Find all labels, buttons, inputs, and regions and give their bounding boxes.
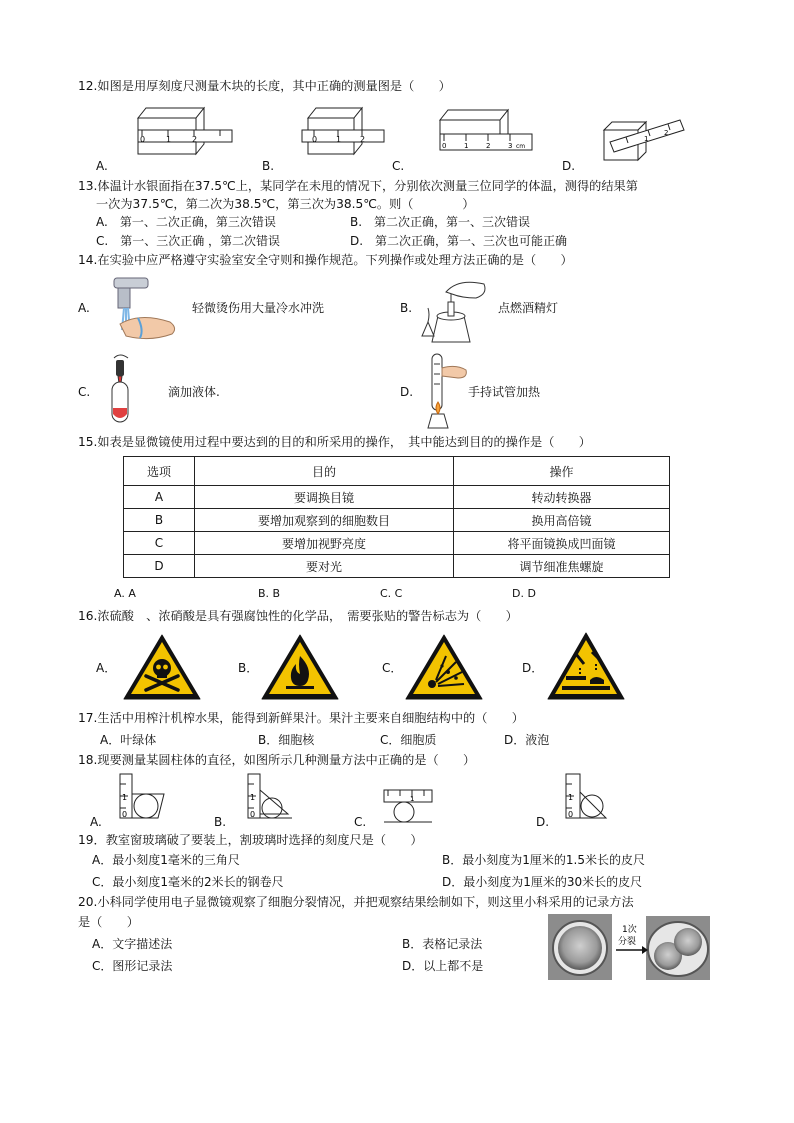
q12-stem: 12.如图是用厚刻度尺测量木块的长度，其中正确的测量图是（ ） — [78, 79, 451, 93]
q14-label-a: A. — [78, 301, 90, 315]
q19-option-b: B．最小刻度为1厘米的1.5米长的皮尺 — [442, 853, 645, 867]
q20-stem-line2: 是（ ） — [78, 915, 139, 929]
tick-unit: cm — [516, 143, 526, 150]
q20-stem-line1: 20.小科同学使用电子显微镜观察了细胞分裂情况，并把观察结果绘制如下，则这里小科采用的记录方法 — [78, 895, 634, 909]
q20-option-c: C．图形记录法 — [92, 959, 173, 973]
table-cell: 换用高倍镜 — [454, 509, 670, 532]
tick-label: 2 — [486, 142, 491, 150]
svg-text:0: 0 — [250, 810, 256, 819]
table-row — [124, 509, 670, 532]
q18-figure-a-cylinder-ruler — [114, 772, 170, 822]
table-cell: 将平面镜换成凹面镜 — [454, 532, 670, 555]
q16-label-a: A． — [96, 661, 117, 675]
table-header-cell: 选项 — [124, 457, 195, 486]
tick-label: 1 — [336, 135, 342, 144]
q20-option-d: D．以上都不是 — [402, 959, 484, 973]
q19-stem: 19．教室窗玻璃破了要装上，割玻璃时选择的刻度尺是（ ） — [78, 833, 423, 847]
hand-test-tube-heating-icon — [418, 350, 474, 430]
tick-label: 0 — [442, 142, 447, 150]
table-row — [124, 555, 670, 578]
q15-table — [123, 456, 670, 578]
q17-option-d: D．液泡 — [504, 733, 550, 747]
faucet-hand-icon — [100, 272, 186, 348]
q18-label-d: D. — [536, 815, 550, 829]
table-cell: 要调换目镜 — [195, 486, 454, 509]
tick-label: 2 — [360, 135, 366, 144]
q19-option-d: D．最小刻度为1厘米的30米长的皮尺 — [442, 875, 643, 889]
q14-text-c: 滴加液体. — [168, 385, 220, 399]
q16-label-d: D． — [522, 661, 544, 675]
svg-text:0: 0 — [122, 810, 128, 819]
q15-answer-d: D. D — [512, 587, 536, 600]
svg-text:1: 1 — [250, 793, 256, 802]
q15-stem: 15.如表是显微镜使用过程中要达到的目的和所采用的操作， 其中能达到目的的操作是（ ） — [78, 435, 591, 449]
tick-label: 1 — [644, 135, 649, 143]
q14-text-a: 轻微烫伤用大量冷水冲洗 — [192, 301, 325, 315]
svg-text:1: 1 — [410, 795, 415, 803]
svg-text:0: 0 — [568, 810, 574, 819]
q13-option-a: A. 第一、二次正确，第三次错误 — [96, 215, 276, 229]
q14-label-b: B. — [400, 301, 413, 315]
q18-label-b: B. — [214, 815, 227, 829]
tick-label: 2 — [192, 135, 198, 144]
q20-option-b: B．表格记录法 — [402, 937, 483, 951]
q13-stem-line2: 一次为37.5℃，第二次为38.5℃，第三次为38.5℃。则（ ） — [96, 197, 475, 211]
q13-option-c: C. 第一、三次正确 ，第二次错误 — [96, 234, 281, 248]
q14-stem: 14.在实验中应严格遵守实验室安全守则和操作规范。下列操作或处理方法正确的是（ ） — [78, 253, 573, 267]
table-cell: B — [124, 509, 195, 532]
q12-figure-b-ruler-measure — [298, 100, 388, 160]
table-header-cell: 操作 — [454, 457, 670, 486]
q17-option-c: C．细胞质 — [380, 733, 437, 747]
explosive-icon — [404, 632, 484, 702]
q14-text-b: 点燃酒精灯 — [498, 301, 559, 315]
q19-option-a: A．最小刻度1毫米的三角尺 — [92, 853, 240, 867]
table-cell: 要增加视野亮度 — [195, 532, 454, 555]
q17-option-b: B．细胞核 — [258, 733, 315, 747]
q12-label-d: D. — [562, 159, 576, 173]
q16-stem: 16.浓硫酸 、浓硝酸是具有强腐蚀性的化学品， 需要张贴的警告标志为（ ） — [78, 609, 518, 623]
q13-option-d: D. 第二次正确，第一、三次也可能正确 — [350, 234, 568, 248]
table-cell: 转动转换器 — [454, 486, 670, 509]
q12-figure-a-ruler-measure — [130, 100, 240, 160]
q18-figure-d-cylinder-ruler — [562, 772, 618, 822]
table-cell: 要增加观察到的细胞数目 — [195, 509, 454, 532]
q17-option-a: A．叶绿体 — [100, 733, 157, 747]
tick-label: 1 — [166, 135, 172, 144]
tick-label: 1 — [464, 142, 469, 150]
q14-label-c: C. — [78, 385, 91, 399]
q18-label-c: C. — [354, 815, 367, 829]
table-header-cell: 目的 — [195, 457, 454, 486]
tick-label: 0 — [140, 135, 146, 144]
q14-text-d: 手持试管加热 — [468, 385, 541, 399]
q16-label-c: C． — [382, 661, 403, 675]
cell-division-figure — [548, 914, 712, 982]
table-row — [124, 486, 670, 509]
dropper-test-tube-icon — [100, 352, 144, 426]
table-cell: A — [124, 486, 195, 509]
q15-answer-b: B. B — [258, 587, 281, 600]
q14-label-d: D. — [400, 385, 414, 399]
table-cell: D — [124, 555, 195, 578]
table-row — [124, 532, 670, 555]
q19-option-c: C．最小刻度1毫米的2米长的钢卷尺 — [92, 875, 284, 889]
flammable-fire-icon — [260, 632, 340, 702]
table-cell: C — [124, 532, 195, 555]
tick-label: 0 — [312, 135, 318, 144]
figure-label: 分裂 — [618, 937, 637, 947]
table-cell: 要对光 — [195, 555, 454, 578]
alcohol-lamp-lighting-icon — [418, 272, 492, 346]
q15-answer-c: C. C — [380, 587, 403, 600]
q12-label-c: C. — [392, 159, 405, 173]
q13-option-b: B. 第二次正确，第一、三次错误 — [350, 215, 531, 229]
q16-label-b: B． — [238, 661, 259, 675]
q12-figure-d-ruler-tilted — [598, 108, 688, 164]
tick-label: 3 — [508, 142, 513, 150]
q15-answer-a: A. A — [114, 587, 136, 600]
corrosive-icon — [546, 630, 626, 702]
svg-text:1: 1 — [568, 793, 574, 802]
q12-label-b: B. — [262, 159, 275, 173]
toxic-skull-icon — [122, 632, 202, 702]
q20-option-a: A．文字描述法 — [92, 937, 173, 951]
tick-label: 2 — [664, 129, 669, 137]
table-header-row — [124, 457, 670, 486]
q18-figure-b-cylinder-ruler — [242, 772, 298, 822]
table-cell: 调节细准焦螺旋 — [454, 555, 670, 578]
q18-label-a: A. — [90, 815, 102, 829]
q18-stem: 18.现要测量某圆柱体的直径，如图所示几种测量方法中正确的是（ ） — [78, 753, 476, 767]
q13-stem-line1: 13.体温计水银面指在37.5℃上，某同学在未甩的情况下，分别依次测量三位同学的体温，测得的结果第 — [78, 179, 638, 193]
figure-label: 1次 — [622, 925, 637, 935]
q12-figure-c-ruler-measure — [436, 104, 536, 156]
q12-label-a: A. — [96, 159, 108, 173]
svg-text:1: 1 — [122, 793, 128, 802]
q18-figure-c-cylinder-ruler — [380, 784, 436, 824]
q17-stem: 17.生活中用榨汁机榨水果，能得到新鲜果汁。果汁主要来自细胞结构中的（ ） — [78, 711, 524, 725]
